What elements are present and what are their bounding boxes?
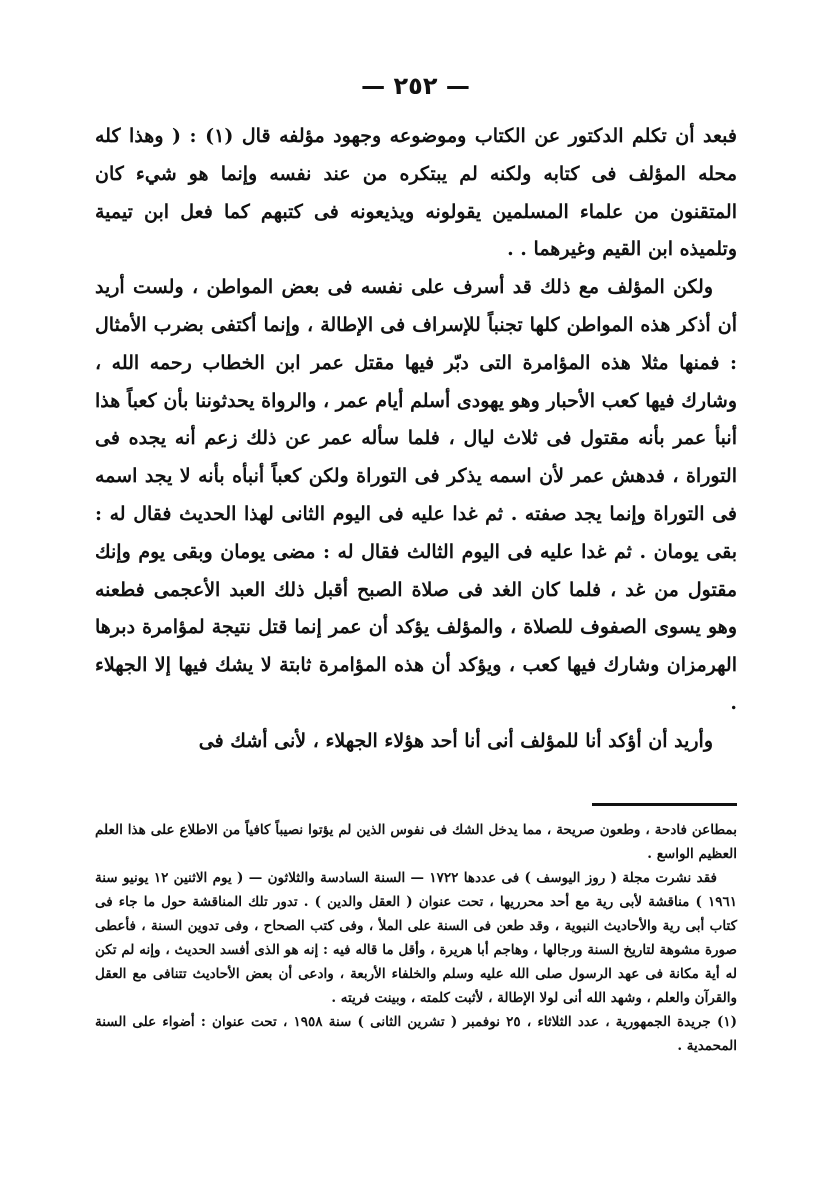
footnote-1: (١) جريدة الجمهورية ، عدد الثلاثاء ، ٢٥ نوفمبر ( تشرين الثانى ) سنة ١٩٥٨ ، تحت عنوان : أضواء على السنة المحمدية . xyxy=(95,1014,737,1054)
footnotes xyxy=(95,818,737,1058)
page-number: — ٢٥٢ — xyxy=(361,72,470,100)
paragraph-author-response: وأريد أن أؤكد أنا للمؤلف أنى أنا أحد هؤلاء الجهلاء ، لأنى أشك فى xyxy=(198,729,713,752)
footnote-divider xyxy=(592,803,737,806)
footnote-magazine: فقد نشرت مجلة ( روز اليوسف ) فى عددها ١٧٢٢ — السنة السادسة والثلاثون — ( يوم الاثنين ١٢ يونيو سنة ١٩٦١ ) مناقشة لأبى رية مع أحد محرريها ، تحت عنوان ( العقل والدين ) . تدور تلك المناقشة حول ما جاء فى كتاب أبى رية والأحاديث النبوية ، وقد طعن فى السنة على الملأ ، وفى كتب الصحاح ، وفى تدوين السنة ، فأعطى صورة مشوهة لتاريخ السنة ورجالها ، وهاجم أبا هريرة ، وأقل ما قاله فيه : إنه هو الذى أفسد الحديث ، وإنه لم تكن له أية مكانة فى عهد الرسول صلى الله عليه وسلم والخلفاء الأربعة ، وادعى أن بعض الأحاديث تتنافى مع العقل والقرآن والعلم ، وشهد الله أنى لولا الإطالة ، لأثبت كلمته ، وبينت فريته . xyxy=(95,870,737,1006)
main-text xyxy=(95,118,737,761)
paragraph-conspiracy: ولكن المؤلف مع ذلك قد أسرف على نفسه فى بعض المواطن ، ولست أريد أن أذكر هذه المواطن كلها تجنباً للإسراف فى الإطالة ، وإنما أكتفى بضرب الأمثال : فمنها مثلا هذه المؤامرة التى دبّر فيها مقتل عمر ابن الخطاب رحمه الله ، وشارك فيها كعب الأحبار وهو يهودى أسلم أيام عمر ، والرواة يحدثوننا بأن كعباً هذا أنبأ عمر بأنه مقتول فى ثلاث ليال ، فلما سأله عمر عن ذلك زعم أنه يجده فى التوراة ، فدهش عمر لأن اسمه يذكر فى التوراة ولكن كعباً أنبأه بأنه لا يجد اسمه فى التوراة وإنما يجد صفته . ثم غدا عليه فى اليوم الثانى لهذا الحديث فقال له : بقى يومان . ثم غدا عليه فى اليوم الثالث فقال له : مضى يومان وبقى يوم وإنك مقتول من غد ، فلما كان الغد فى صلاة الصبح أقبل ذلك العبد الأعجمى فطعنه وهو يسوى الصفوف للصلاة ، والمؤلف يؤكد أن عمر إنما قتل نتيجة لمؤامرة دبرها الهرمزان وشارك فيها كعب ، ويؤكد أن هذه المؤامرة ثابتة لا يشك فيها إلا الجهلاء . xyxy=(95,276,737,714)
paragraph-intro-quote: فبعد أن تكلم الدكتور عن الكتاب وموضوعه وجهود مؤلفه قال (١) : ( وهذا كله محله المؤلف فى كتابه ولكنه لم يبتكره من عند نفسه وإنما هو شيء كان المتقنون من علماء المسلمين يقولونه ويذيعونه فى كتبهم كما فعل ابن تيمية وتلميذه ابن القيم وغيرهما . . xyxy=(95,125,737,261)
footnote-continuation: بمطاعن فادحة ، وطعون صريحة ، مما يدخل الشك فى نفوس الذين لم يؤتوا نصيباً كافياً من الاطلاع على هذا العلم العظيم الواسع . xyxy=(95,822,737,862)
